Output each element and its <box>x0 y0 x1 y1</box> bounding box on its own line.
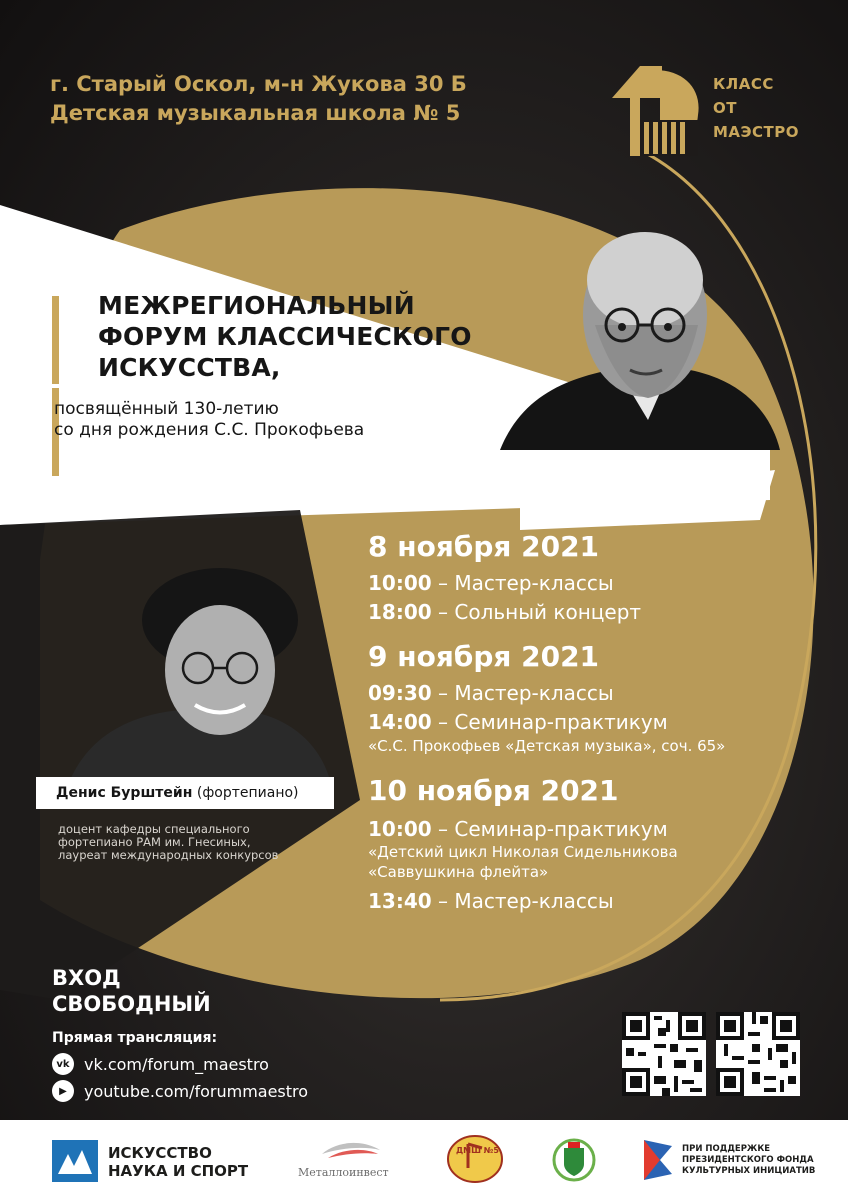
sponsor-line: НАУКА И СПОРТ <box>108 1162 249 1180</box>
bio-line: доцент кафедры специального <box>58 822 250 836</box>
performer-portrait <box>70 565 330 780</box>
presidential-fund-logo-icon <box>640 1138 676 1182</box>
performer-instrument: (фортепиано) <box>196 785 299 801</box>
title-line: ФОРУМ КЛАССИЧЕСКОГО <box>98 322 472 351</box>
logo-line: КЛАСС <box>713 75 774 93</box>
bio-line: фортепиано РАМ им. Гнесиных, <box>58 835 251 849</box>
event-title: – Мастер-классы <box>438 571 614 595</box>
sponsor-line: ПРИ ПОДДЕРЖКЕ <box>682 1144 771 1154</box>
youtube-link[interactable]: youtube.com/forummaestro <box>84 1081 309 1101</box>
schedule-event <box>368 681 614 705</box>
sponsor-presidential-fund <box>682 1144 815 1177</box>
event-time: 18:00 <box>368 600 432 624</box>
event-title: – Семинар-практикум <box>438 817 668 841</box>
event-time: 10:00 <box>368 817 432 841</box>
sponsors-footer <box>0 1120 848 1200</box>
music-school-emblem-icon <box>446 1134 504 1184</box>
city-crest-icon <box>552 1134 596 1184</box>
event-time: 10:00 <box>368 571 432 595</box>
free-entry <box>52 965 211 1017</box>
roman-numeral-two <box>52 296 73 384</box>
performer-bio <box>58 823 278 862</box>
arts-science-sport-logo-icon <box>52 1140 98 1182</box>
schedule-date: 8 ноября 2021 <box>368 530 600 563</box>
event-title: – Мастер-классы <box>438 889 614 913</box>
logo-text <box>713 72 799 144</box>
free-entry-line: ВХОД <box>52 966 121 990</box>
schedule-event <box>368 710 668 734</box>
bio-line: лауреат международных конкурсов <box>58 848 279 862</box>
event-title: – Семинар-практикум <box>438 710 668 734</box>
forum-subtitle <box>54 399 364 441</box>
schedule-event <box>368 889 614 913</box>
logo-line: ОТ <box>713 99 737 117</box>
performer-name: Денис Бурштейн <box>56 785 193 801</box>
subtitle-line: со дня рождения С.С. Прокофьева <box>54 420 365 440</box>
address-block <box>50 70 467 128</box>
schedule-date: 10 ноября 2021 <box>368 774 619 807</box>
sponsor-line: ПРЕЗИДЕНТСКОГО ФОНДА <box>682 1155 814 1165</box>
forum-title <box>98 290 472 383</box>
title-line: МЕЖРЕГИОНАЛЬНЫЙ <box>98 291 415 320</box>
event-time: 13:40 <box>368 889 432 913</box>
schedule-event <box>368 817 668 841</box>
title-line: ИСКУССТВА, <box>98 353 281 382</box>
qr-code-vk[interactable] <box>622 1012 706 1096</box>
event-title: – Сольный концерт <box>438 600 642 624</box>
event-title: – Мастер-классы <box>438 681 614 705</box>
youtube-link-row[interactable] <box>52 1080 308 1102</box>
schedule-event <box>368 600 641 624</box>
performer-name-plate <box>36 777 334 809</box>
piano-letter-a-logo-icon <box>600 60 705 160</box>
sponsor-arts-science-sport <box>108 1144 248 1180</box>
event-time: 14:00 <box>368 710 432 734</box>
youtube-icon: ▶ <box>52 1080 74 1102</box>
prokofiev-portrait <box>500 220 780 450</box>
vk-link[interactable]: vk.com/forum_maestro <box>84 1054 269 1074</box>
event-note: «Детский цикл Николая Сидельникова <box>368 843 678 861</box>
sponsor-line: ИСКУССТВО <box>108 1144 212 1162</box>
vk-link-row[interactable] <box>52 1053 269 1075</box>
schedule-event <box>368 571 614 595</box>
event-note: «С.С. Прокофьев «Детская музыка», соч. 65» <box>368 737 726 755</box>
address-line: г. Старый Оскол, м-н Жукова 30 Б <box>50 72 467 96</box>
school-name: Детская музыкальная школа № 5 <box>50 101 461 125</box>
sponsor-music-school: ДМШ №5 <box>456 1146 499 1155</box>
schedule-date: 9 ноября 2021 <box>368 640 600 673</box>
event-note: «Саввушкина флейта» <box>368 863 549 881</box>
sponsor-line: КУЛЬТУРНЫХ ИНИЦИАТИВ <box>682 1166 816 1176</box>
metalloinvest-logo-icon <box>318 1138 384 1162</box>
free-entry-line: СВОБОДНЫЙ <box>52 992 211 1016</box>
event-time: 09:30 <box>368 681 432 705</box>
logo-line: МАЭСТРО <box>713 123 800 141</box>
sponsor-metalloinvest: Металлоинвест <box>298 1166 389 1179</box>
subtitle-line: посвящённый 130-летию <box>54 399 279 419</box>
stream-label: Прямая трансляция: <box>52 1030 218 1046</box>
qr-code-youtube[interactable] <box>716 1012 800 1096</box>
vk-icon: vk <box>52 1053 74 1075</box>
